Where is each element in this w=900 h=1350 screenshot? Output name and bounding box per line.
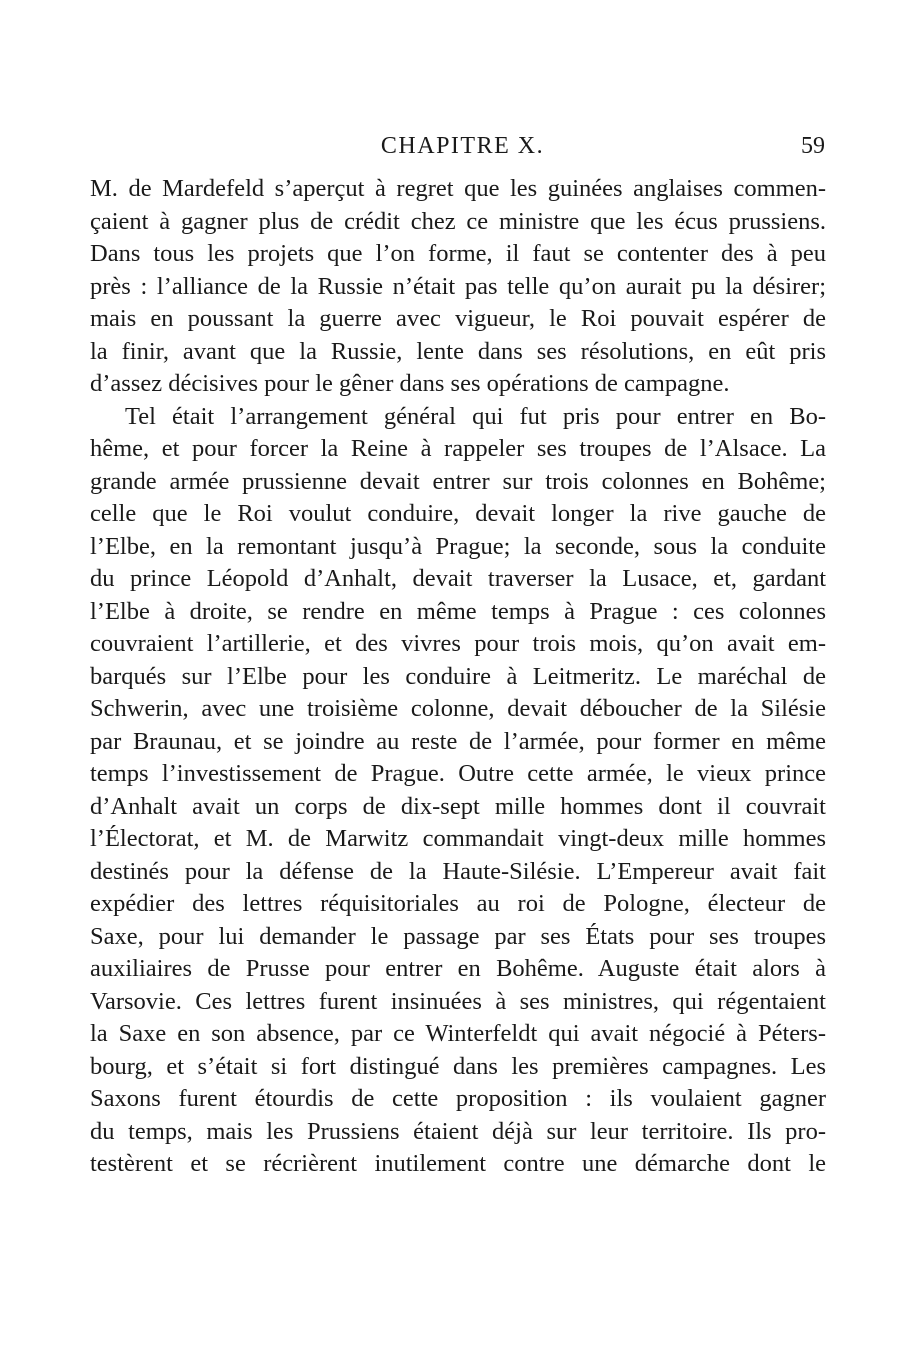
text-line: M. de Mardefeld s’aperçut à regret que les guinées anglaises commen- [90,175,826,202]
text-line: testèrent et se récrièrent inutilement contre une démarche dont le [90,1150,826,1177]
text-line: d’Anhalt avait un corps de dix-sept mille hommes dont il couvrait [90,792,826,820]
text-line: hême, et pour forcer la Reine à rappeler ses troupes de l’Alsace. La [90,435,826,462]
text-line: expédier des lettres réquisitoriales au roi de Pologne, électeur de [90,890,826,917]
text-line: l’Elbe, en la remontant jusqu’à Prague; la seconde, sous la conduite [90,532,826,560]
text-line: la finir, avant que la Russie, lente dans ses résolutions, en eût pris [90,337,826,365]
text-line: Saxe, pour lui demander le passage par ses États pour ses troupes [90,922,826,950]
text-line: Dans tous les projets que l’on forme, il faut se contenter des à peu [90,240,826,267]
text-line: l’Elbe à droite, se rendre en même temps à Prague : ces colonnes [90,597,826,625]
text-line: barqués sur l’Elbe pour les conduire à Leitmeritz. Le maréchal de [90,662,826,690]
text-line: couvraient l’artillerie, et des vivres pour trois mois, qu’on avait em- [90,630,826,657]
text-line: celle que le Roi voulut conduire, devait longer la rive gauche de [90,500,826,527]
chapter-title: CHAPITRE X. [380,133,545,159]
text-line: auxiliaires de Prusse pour entrer en Bohême. Auguste était alors à [90,955,826,982]
text-line: d’assez décisives pour le gêner dans ses opérations de campagne. [90,370,730,397]
text-line: bourg, et s’était si fort distingué dans les premières campagnes. Les [90,1052,826,1080]
body-text [90,173,826,1181]
text-line: grande armée prussienne devait entrer sur trois colonnes en Bohême; [90,467,826,495]
text-line: l’Électorat, et M. de Marwitz commandait vingt-deux mille hommes [90,825,826,852]
text-line: par Braunau, et se joindre au reste de l’armée, pour former en même [90,727,826,755]
page-number: 59 [801,133,825,159]
text-line: du prince Léopold d’Anhalt, devait traverser la Lusace, et, gardant [90,565,826,592]
text-line: Varsovie. Ces lettres furent insinuées à ses ministres, qui régentaient [90,987,826,1015]
text-line: Saxons furent étourdis de cette proposition : ils voulaient gagner [90,1085,826,1112]
text-line: destinés pour la défense de la Haute-Silésie. L’Empereur avait fait [90,857,826,885]
text-line: mais en poussant la guerre avec vigueur, le Roi pouvait espérer de [90,305,826,332]
running-head [90,133,825,167]
text-line: du temps, mais les Prussiens étaient déjà sur leur territoire. Ils pro- [90,1117,826,1145]
text-line: la Saxe en son absence, par ce Winterfeldt qui avait négocié à Péters- [90,1020,826,1047]
text-line: temps l’investissement de Prague. Outre cette armée, le vieux prince [90,760,826,787]
text-line: çaient à gagner plus de crédit chez ce ministre que les écus prussiens. [90,207,826,235]
text-line: Schwerin, avec une troisième colonne, devait déboucher de la Silésie [90,695,826,722]
text-line: Tel était l’arrangement général qui fut pris pour entrer en Bo- [125,402,826,430]
text-line: près : l’alliance de la Russie n’était pas telle qu’on aurait pu la désirer; [90,272,826,300]
